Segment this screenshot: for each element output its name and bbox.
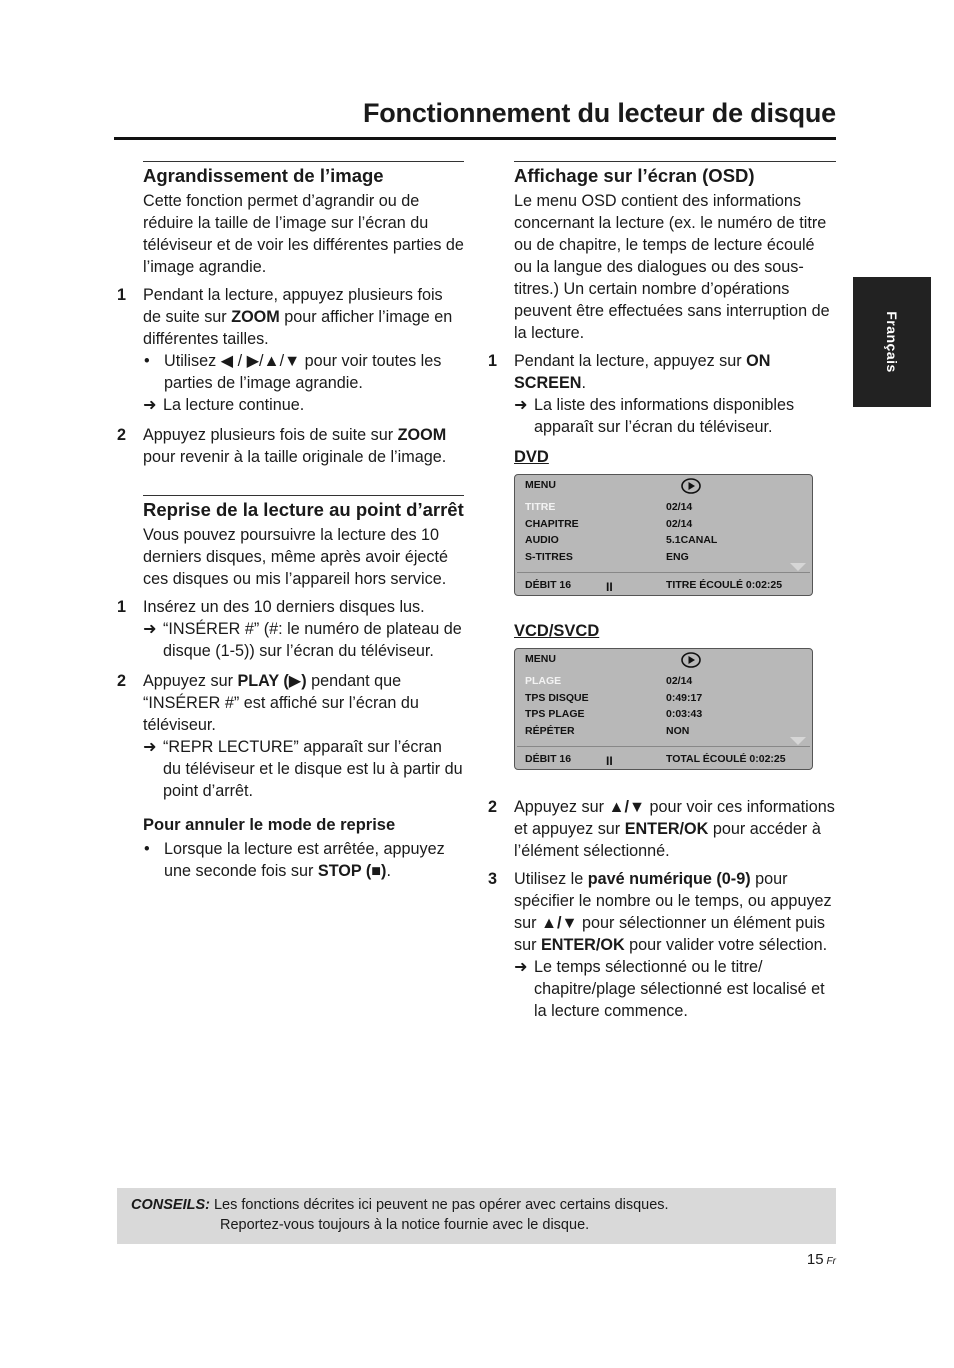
osd-row[interactable] [515, 549, 812, 566]
result-text: La liste des informations disponibles apparaît sur l’écran du téléviseur. [534, 396, 795, 436]
resume-heading: Reprise de la lecture au point d’arrêt [143, 495, 464, 522]
page-language-code: Fr [826, 1256, 836, 1267]
language-tab [853, 277, 931, 407]
dvd-label: DVD [514, 448, 549, 466]
bullet-text: Lorsque la lecture est arrêtée, appuyez une seconde fois sur [164, 840, 445, 880]
osd-row-value: 5.1CANAL [666, 534, 718, 546]
step-text: Pendant la lecture, appuyez sur [514, 352, 747, 370]
pause-icon: II [606, 580, 613, 594]
osd-menu-label: MENU [525, 479, 556, 491]
step-text: Utilisez le [514, 870, 588, 888]
osd-row-value: 0:49:17 [666, 691, 703, 704]
osd-row[interactable] [515, 532, 812, 549]
step-text: Appuyez plusieurs fois de suite sur [143, 426, 398, 444]
scroll-down-icon [790, 737, 806, 745]
cancel-heading: Pour annuler le mode de reprise [143, 816, 396, 834]
pause-icon: II [606, 754, 613, 768]
result-text: “INSÉRER #” (#: le numéro de plateau de disque (1-5)) sur l’écran du téléviseur. [163, 620, 462, 660]
step-text: pour spécifier le nombre ou le temps, ou appuyez sur [514, 870, 832, 932]
step-number: 1 [488, 352, 498, 370]
osd-row-key: AUDIO [525, 534, 559, 546]
step-text: pour revenir à la taille originale de l’image. [143, 448, 447, 466]
osd-heading: Affichage sur l’écran (OSD) [514, 161, 836, 188]
vcd-label: VCD/SVCD [514, 622, 600, 640]
key-numeric-pad: pavé numérique (0-9) [587, 870, 751, 888]
osd-bitrate: DÉBIT 16 [525, 753, 572, 765]
osd-row-key: TPS PLAGE [525, 708, 585, 720]
osd-row-value: 02/14 [666, 517, 693, 530]
result-text: La lecture continue. [163, 396, 305, 414]
osd-row-value: NON [666, 724, 690, 737]
zoom-result [143, 394, 464, 416]
osd-row[interactable] [515, 499, 812, 516]
step-text: pour voir ces informations et appuyez sur [514, 798, 835, 838]
step-text: pour sélectionner un élément puis sur [514, 914, 826, 954]
up-down-arrows: ▲/▼ [608, 798, 646, 816]
osd-elapsed: TOTAL ÉCOULÉ 0:02:25 [666, 753, 786, 765]
step-text: pour valider votre sélection. [624, 936, 828, 954]
step-number: 1 [117, 286, 127, 304]
language-tab-label: Français [884, 311, 900, 373]
step-text: pour accéder à l’élément sélectionné. [514, 820, 821, 860]
zoom-step-2 [117, 424, 464, 468]
right-column [488, 161, 836, 1022]
osd-row-key: TITRE [525, 501, 556, 513]
step-text: Pendant la lecture, appuyez plusieurs fois de suite sur [143, 286, 443, 326]
osd-elapsed: TITRE ÉCOULÉ 0:02:25 [666, 579, 783, 591]
cancel-bullet [143, 838, 464, 882]
step-number: 2 [117, 426, 127, 444]
osd-intro: Le menu OSD contient des informations concernant la lecture (ex. le numéro de titre ou de chapitre, le temps de lecture écoulé ou la langue des dialogues ou des sous-titres.) Un certain nombre d’opérations peuvent être effectuées sans interruption de la lecture. [514, 192, 830, 342]
step-text: Appuyez sur [143, 672, 238, 690]
osd-bitrate: DÉBIT 16 [525, 579, 572, 591]
zoom-step-1 [117, 284, 464, 416]
bullet-text: Utilisez [164, 352, 221, 370]
osd-row[interactable] [515, 690, 812, 707]
osd-row-key: PLAGE [525, 675, 562, 687]
step-text: Appuyez sur [514, 798, 609, 816]
osd-step-1 [488, 350, 836, 438]
osd-row-value: 02/14 [666, 501, 693, 513]
step-text: . [581, 374, 586, 392]
resume-intro: Vous pouvez poursuivre la lecture des 10 derniers disques, même après avoir éjecté ces disques ou mis l’appareil hors service. [143, 526, 449, 588]
scroll-down-icon [790, 563, 806, 571]
tips-line-2: Reportez-vous toujours à la notice fournie avec le disque. [220, 1217, 590, 1233]
key-on-screen: ON SCREEN [514, 352, 771, 392]
tips-text: Les fonctions décrites ici peuvent ne pas opérer avec certains disques. [213, 1197, 669, 1213]
osd-row[interactable] [515, 706, 812, 723]
resume-step-2 [117, 670, 464, 802]
direction-arrows: ◀ / ▶/▲/▼ [220, 352, 301, 370]
bullet-text: . [386, 862, 391, 880]
result-arrow-icon: ➜ [143, 620, 157, 638]
result-arrow-icon: ➜ [143, 396, 157, 414]
step-text: pour afficher l’image en différentes tailles. [143, 308, 453, 348]
key-zoom: ZOOM [231, 308, 280, 326]
key-enter-ok: ENTER/OK [541, 936, 625, 954]
osd-row-key: CHAPITRE [525, 517, 579, 530]
result-text: “REPR LECTURE” apparaît sur l’écran du téléviseur et le disque est lu à partir du point d’arrêt. [163, 738, 463, 800]
key-play: PLAY (▶) [237, 672, 307, 690]
osd-result-3 [514, 956, 836, 1022]
osd-row-value: 02/14 [666, 675, 693, 687]
result-arrow-icon: ➜ [514, 396, 528, 414]
result-text: Le temps sélectionné ou le titre/ chapitre/plage sélectionné est localisé et la lecture commence. [534, 958, 825, 1020]
dvd-osd-screen [514, 474, 813, 596]
osd-rows [515, 499, 812, 565]
left-column [117, 161, 464, 882]
osd-row[interactable] [515, 723, 812, 740]
up-down-arrows: ▲/▼ [541, 914, 578, 932]
osd-step-2 [488, 796, 836, 862]
osd-rows [515, 673, 812, 739]
osd-menu-label: MENU [525, 653, 556, 665]
step-number: 2 [117, 672, 127, 690]
osd-row-key: RÉPÉTER [525, 724, 575, 737]
page-number-value: 15 [806, 1251, 824, 1268]
vcd-osd-screen [514, 648, 813, 770]
osd-step-3 [488, 868, 836, 1022]
title-rule [114, 137, 836, 140]
resume-result-1 [143, 618, 464, 662]
play-icon [681, 478, 701, 494]
tips-box [117, 1188, 836, 1244]
key-stop: STOP (■) [317, 862, 387, 880]
result-arrow-icon: ➜ [514, 958, 528, 976]
key-zoom: ZOOM [397, 426, 447, 444]
resume-step-1 [117, 596, 464, 662]
result-arrow-icon: ➜ [143, 738, 157, 756]
step-text: Insérez un des 10 derniers disques lus. [143, 598, 425, 616]
step-number: 2 [488, 798, 498, 816]
bullet-mark: • [144, 352, 150, 370]
osd-row-value: ENG [666, 550, 689, 563]
page-number [807, 1251, 836, 1268]
resume-result-2 [143, 736, 464, 802]
osd-row-key: S-TITRES [525, 550, 573, 563]
osd-row[interactable] [515, 516, 812, 533]
page-title: Fonctionnement du lecteur de disque [362, 98, 836, 128]
osd-result-1 [514, 394, 836, 438]
tips-label: CONSEILS: [131, 1197, 210, 1213]
zoom-heading: Agrandissement de l’image [143, 161, 464, 188]
key-enter-ok: ENTER/OK [624, 820, 709, 838]
step-number: 1 [117, 598, 127, 616]
bullet-text: pour voir toutes les parties de l’image agrandie. [164, 352, 442, 392]
osd-row-key: TPS DISQUE [525, 691, 589, 704]
zoom-bullet [143, 350, 464, 394]
step-text: pendant que “INSÉRER #” est affiché sur l’écran du téléviseur. [143, 672, 419, 734]
step-number: 3 [488, 870, 498, 888]
zoom-intro: Cette fonction permet d’agrandir ou de réduire la taille de l’image sur l’écran du téléviseur et de voir les différentes parties de l’image agrandie. [143, 192, 464, 276]
tips-line-1 [131, 1195, 836, 1215]
play-icon [681, 652, 701, 668]
osd-divider [517, 746, 810, 747]
osd-row[interactable] [515, 673, 812, 690]
osd-divider [517, 572, 810, 573]
osd-row-value: 0:03:43 [666, 708, 703, 720]
bullet-mark: • [144, 840, 150, 858]
